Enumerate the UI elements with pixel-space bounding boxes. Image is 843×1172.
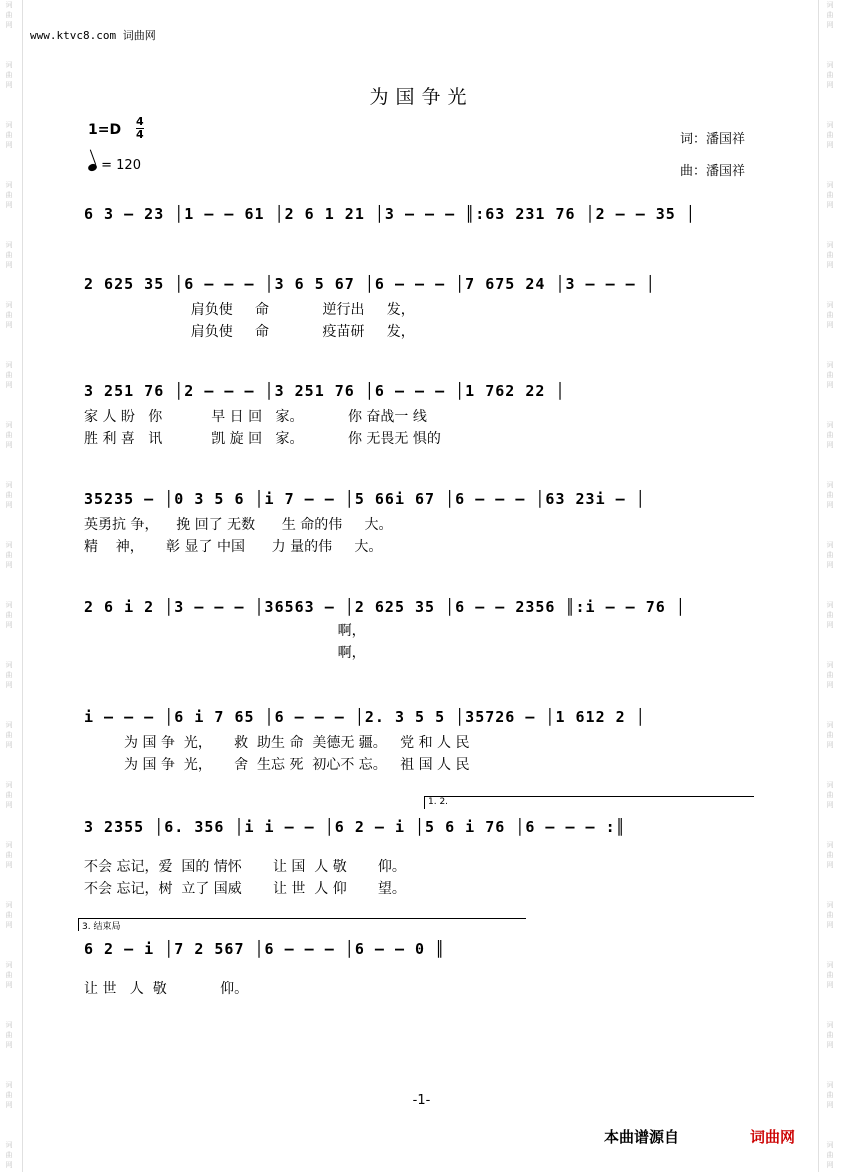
right-margin-line — [818, 0, 819, 1172]
time-sig-top: 4 — [136, 115, 144, 128]
watermark-text: 词 曲 网 — [826, 241, 834, 269]
watermark-text: 词 曲 网 — [5, 901, 13, 929]
watermark-text: 词 曲 网 — [826, 361, 834, 389]
watermark-text: 词 曲 网 — [826, 961, 834, 989]
lyrics-verse-1: 英勇抗 争， 挽 回了 无数 生 命的伟 大。 — [84, 517, 393, 533]
watermark-text: 词 曲 网 — [5, 961, 13, 989]
watermark-text: 词 曲 网 — [826, 781, 834, 809]
watermark-text: 词 曲 网 — [826, 1141, 834, 1169]
notation-line: 6 2 – i │7 2 567 │6 – – – │6 – – 0 ║ — [84, 940, 446, 958]
time-sig-bottom: 4 — [136, 128, 144, 141]
watermark-text: 词 曲 网 — [5, 541, 13, 569]
page-number: -1- — [412, 1093, 431, 1108]
watermark-text: 词 曲 网 — [826, 301, 834, 329]
watermark-text: 词 曲 网 — [5, 241, 13, 269]
watermark-text: 词 曲 网 — [5, 421, 13, 449]
watermark-text: 词 曲 网 — [826, 1, 834, 29]
key-signature: 1=D — [88, 122, 122, 138]
watermark-text: 词 曲 网 — [5, 361, 13, 389]
source-label: 本曲谱源自 — [604, 1128, 680, 1146]
watermark-text: 词 曲 网 — [826, 421, 834, 449]
watermark-text: 词 曲 网 — [826, 481, 834, 509]
notation-line: 35235 – │0 3 5 6 │i 7 – – │5 66i 67 │6 – – – │63 23i – │ — [84, 490, 646, 508]
watermark-text: 词 曲 网 — [5, 601, 13, 629]
watermark-text: 词 曲 网 — [5, 481, 13, 509]
lyrics-verse-2: 不会 忘记，树 立了 国威 让 世 人 仰 望。 — [84, 881, 406, 897]
lyricist: 词：潘国祥 — [680, 132, 746, 147]
brand-label[interactable]: 词曲网 — [750, 1128, 796, 1146]
watermark-text: 词 曲 网 — [5, 841, 13, 869]
notation-line: 3 2355 │6. 356 │i i – – │6 2 – i │5 6 i 76 │6 – – – :║ — [84, 818, 626, 836]
watermark-text: 词 曲 网 — [5, 1141, 13, 1169]
watermark-text: 词 曲 网 — [826, 841, 834, 869]
watermark-text: 词 曲 网 — [826, 1081, 834, 1109]
lyrics-verse-2: 胜 利 喜 讯 凯 旋 回 家。 你 无畏无 惧的 — [84, 431, 441, 447]
lyrics-verse-2: 肩负使 命 疫苗研 发， — [84, 324, 415, 340]
watermark-text: 词 曲 网 — [5, 1081, 13, 1109]
lyrics-verse-2: 精 神， 彰 显了 中国 力 量的伟 大。 — [84, 539, 383, 555]
watermark-text: 词 曲 网 — [5, 1, 13, 29]
watermark-text: 词 曲 网 — [826, 121, 834, 149]
tempo-value: = 120 — [101, 158, 141, 173]
watermark-text: 词 曲 网 — [826, 1021, 834, 1049]
time-signature — [136, 116, 144, 141]
notation-line: 3 251 76 │2 – – – │3 251 76 │6 – – – │1 762 22 │ — [84, 382, 566, 400]
watermark-text: 词 曲 网 — [5, 1021, 13, 1049]
volta-bracket: 1. 2. — [424, 796, 754, 809]
site-url[interactable]: www.ktvc8.com 词曲网 — [30, 29, 156, 42]
watermark-text: 词 曲 网 — [5, 181, 13, 209]
notation-line: 2 625 35 │6 – – – │3 6 5 67 │6 – – – │7 675 24 │3 – – – │ — [84, 275, 656, 293]
watermark-text: 词 曲 网 — [826, 901, 834, 929]
watermark-left — [2, 0, 18, 1172]
lyrics-verse-2: 为 国 争 光， 舍 生忘 死 初心不 忘。 祖 国 人 民 — [84, 757, 470, 773]
song-title: 为国争光 — [369, 86, 474, 108]
watermark-text: 词 曲 网 — [5, 61, 13, 89]
watermark-text: 词 曲 网 — [5, 121, 13, 149]
lyrics-verse-1: 不会 忘记，爱 国的 情怀 让 国 人 敬 仰。 — [84, 859, 406, 875]
watermark-text: 词 曲 网 — [826, 661, 834, 689]
watermark-text: 词 曲 网 — [826, 601, 834, 629]
watermark-text: 词 曲 网 — [826, 721, 834, 749]
watermark-text: 词 曲 网 — [5, 781, 13, 809]
watermark-text: 词 曲 网 — [826, 181, 834, 209]
lyrics-verse-1: 啊， — [84, 623, 366, 639]
composer: 曲：潘国祥 — [680, 164, 746, 179]
lyrics-verse-1: 为 国 争 光， 救 助生 命 美德无 疆。 党 和 人 民 — [84, 735, 470, 751]
lyrics-verse-1: 肩负使 命 逆行出 发， — [84, 302, 415, 318]
watermark-text: 词 曲 网 — [5, 301, 13, 329]
tempo-marking — [88, 158, 141, 173]
watermark-text: 词 曲 网 — [5, 721, 13, 749]
lyrics-verse-1: 让 世 人 敬 仰。 — [84, 981, 249, 997]
watermark-text: 词 曲 网 — [826, 61, 834, 89]
lyrics-verse-2: 啊， — [84, 645, 366, 661]
notation-line: 2 6 i 2 │3 – – – │36563 – │2 625 35 │6 – – 2356 ║:i – – 76 │ — [84, 598, 686, 616]
quarter-note-icon — [87, 163, 98, 173]
watermark-text: 词 曲 网 — [826, 541, 834, 569]
left-margin-line — [22, 0, 23, 1172]
notation-line: i – – – │6 i 7 65 │6 – – – │2. 3 5 5 │35726 – │1 612 2 │ — [84, 708, 646, 726]
volta-bracket: 3. 结束局 — [78, 918, 526, 931]
watermark-text: 词 曲 网 — [5, 661, 13, 689]
watermark-right — [823, 0, 839, 1172]
notation-line: 6 3 – 23 │1 – – 61 │2 6 1 21 │3 – – – ║:63 231 76 │2 – – 35 │ — [84, 205, 696, 223]
lyrics-verse-1: 家 人 盼 你 早 日 回 家。 你 奋战一 线 — [84, 409, 427, 425]
